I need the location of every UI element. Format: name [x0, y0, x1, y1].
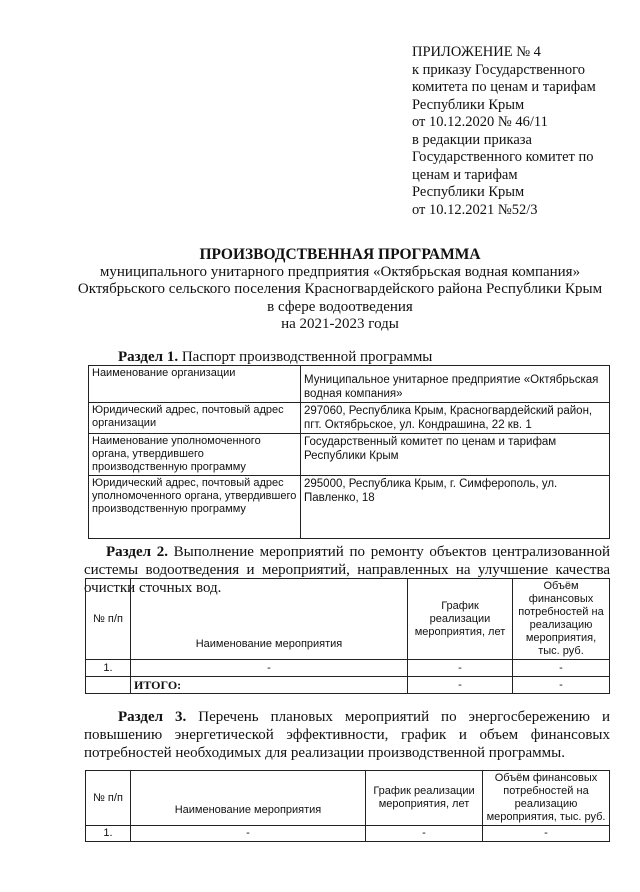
table-cell: - — [513, 660, 610, 677]
appendix-line: комитета по ценам и тарифам — [412, 79, 596, 95]
table-cell: Наименование уполномоченного органа, утвердившего производственную программу — [89, 434, 301, 476]
section3-text: Перечень плановых мероприятий по энергосбережению и повышению энергетической эффективности, график и объем финансовых потребностей необходимых для реализации производственной программы. — [84, 709, 610, 761]
table-row — [86, 660, 610, 677]
section1-text: Паспорт производственной программы — [178, 349, 433, 365]
section1-heading — [118, 348, 432, 366]
header-volume: Объём финансовых потребностей на реализацию мероприятия, тыс. руб. — [483, 771, 610, 826]
table-cell: Наименование организации — [89, 366, 301, 403]
table-header-row — [86, 579, 610, 660]
appendix-block — [412, 44, 632, 219]
repair-measures-table — [85, 578, 610, 694]
header-num: № п/п — [86, 579, 131, 660]
appendix-line: от 10.12.2020 № 46/11 — [412, 114, 548, 130]
total-label: ИТОГО: — [131, 677, 408, 694]
table-cell: - — [366, 826, 483, 842]
section3-label: Раздел 3. — [118, 709, 187, 725]
appendix-line: ПРИЛОЖЕНИЕ № 4 — [412, 44, 541, 60]
table-cell: - — [408, 677, 513, 694]
table-row — [89, 434, 610, 476]
section2-label: Раздел 2. — [106, 544, 168, 560]
table-cell — [86, 677, 131, 694]
table-total-row — [86, 677, 610, 694]
appendix-line: Государственного комитет по — [412, 149, 594, 165]
section2-text: Выполнение мероприятий по ремонту объектов централизованной системы водоотведения и мероприятий, направленных на улучшение качества очистки сточных вод. — [84, 544, 610, 596]
table-cell: Юридический адрес, почтовый адрес организации — [89, 403, 301, 434]
table-cell: 295000, Республика Крым, г. Симферополь, ул. Павленко, 18 — [301, 476, 610, 539]
table-cell: Муниципальное унитарное предприятие «Октябрьская водная компания» — [301, 366, 610, 403]
table-row — [89, 403, 610, 434]
table-cell: - — [131, 826, 366, 842]
section1-label: Раздел 1. — [118, 349, 179, 365]
header-name: Наименование мероприятия — [131, 579, 408, 660]
document-title — [40, 246, 640, 334]
title-main: ПРОИЗВОДСТВЕННАЯ ПРОГРАММА — [199, 246, 481, 263]
section3-heading — [84, 708, 610, 762]
title-line: муниципального унитарного предприятия «Октябрьская водная компания» — [99, 263, 581, 280]
appendix-line: к приказу Государственного — [412, 61, 585, 78]
table-cell: 1. — [86, 826, 131, 842]
table-cell: 297060, Республика Крым, Красногвардейский район, пгт. Октябрьское, ул. Кондрашина, 22 кв. 1 — [301, 403, 610, 434]
table-cell: - — [131, 660, 408, 677]
table-cell: - — [408, 660, 513, 677]
appendix-line: в редакции приказа — [412, 131, 532, 148]
header-schedule: График реализации мероприятия, лет — [366, 771, 483, 826]
passport-table — [88, 365, 610, 539]
title-line: Октябрьского сельского поселения Красногвардейского района Республики Крым — [77, 281, 603, 297]
table-header-row — [86, 771, 610, 826]
table-row — [89, 366, 610, 403]
table-cell: - — [483, 826, 610, 842]
appendix-line: от 10.12.2021 №52/3 — [412, 201, 538, 218]
table-row — [89, 476, 610, 539]
header-schedule: График реализации мероприятия, лет — [408, 579, 513, 660]
title-line: на 2021-2023 годы — [281, 316, 399, 332]
header-num: № п/п — [86, 771, 131, 826]
table-cell: 1. — [86, 660, 131, 677]
energy-measures-table — [85, 770, 610, 842]
table-cell: Государственный комитет по ценам и тарифам Республики Крым — [301, 434, 610, 476]
header-name: Наименование мероприятия — [131, 771, 366, 826]
appendix-line: Республики Крым — [412, 96, 525, 113]
table-row — [86, 826, 610, 842]
title-line: в сфере водоотведения — [267, 298, 413, 315]
header-volume: Объём финансовых потребностей на реализацию мероприятия, тыс. руб. — [513, 579, 610, 660]
appendix-line: Республики Крым — [412, 184, 525, 200]
appendix-line: ценам и тарифам — [412, 166, 518, 183]
table-cell: - — [513, 677, 610, 694]
table-cell: Юридический адрес, почтовый адрес уполномоченного органа, утвердившего производственную программу — [89, 476, 301, 539]
